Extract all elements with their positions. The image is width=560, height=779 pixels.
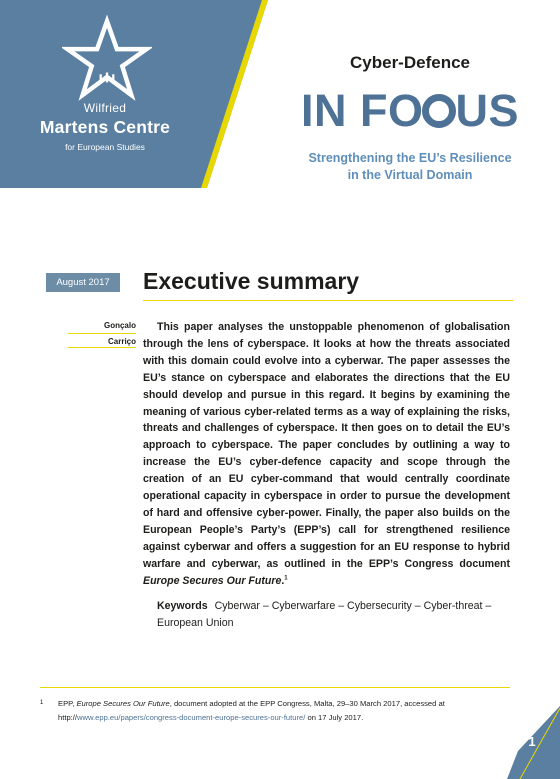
focus-ring-icon bbox=[422, 94, 456, 128]
heading-rule bbox=[143, 300, 513, 301]
series-subtitle-line1: Strengthening the EU’s Resilience bbox=[308, 151, 512, 165]
star-icon bbox=[62, 14, 152, 104]
summary-body: This paper analyses the unstoppable phenomenon of globalisation through the lens of cyberspace. It looks at how the threats associated with this domain could evolve into a cyberwar. The paper assesses the EU’s stance on cyberspace and elaborates the directions that the EU should develop and pursue in this regard. It begins by examining the meaning of various cyber-related terms as a way of explaining the risks, threats and challenges of cyberspace. It then goes on to detail the EU’s approach to cyberspace. The paper concludes by outlining a way to increase the EU’s cyber-defence capacity and scope through the creation of an EU cyber-command that would centrally coordinate operational capacity in cyberspace in order to pursue the development of hard and offensive cyber-power. Finally, the paper also builds on the European People’s Party’s (EPP’s) call for strengthened resilience against cyberwar and offers a suggestion for an EU response to hybrid warfare and cyberwar, as outlined in the EPP’s Congress document bbox=[143, 321, 510, 570]
footnote-rule bbox=[40, 687, 510, 688]
keywords-text: Cyberwar – Cyberwarfare – Cybersecurity – Cyber-threat – European Union bbox=[157, 600, 492, 629]
footnote bbox=[58, 697, 518, 725]
author-rule bbox=[68, 347, 136, 348]
author-last-name: Carriço bbox=[107, 337, 136, 346]
page-number: 1 bbox=[528, 734, 536, 749]
footnote-link[interactable]: www.epp.eu/papers/congress-document-europe-secures-our-future/ bbox=[77, 713, 306, 722]
series-topic: Cyber-Defence bbox=[350, 53, 470, 72]
summary-end: . bbox=[281, 574, 285, 587]
footnote-text: , document adopted at the EPP Congress, Malta, 29–30 March 2017, accessed at http:// bbox=[58, 699, 445, 722]
footnote-suffix: on 17 July 2017. bbox=[305, 713, 364, 722]
series-title-part1: IN FO bbox=[300, 85, 424, 136]
footnote-prefix: EPP, bbox=[58, 699, 77, 708]
logo-name-line1: Wilfried bbox=[83, 101, 127, 115]
footnote-title: Europe Secures Our Future bbox=[76, 699, 170, 708]
section-heading: Executive summary bbox=[143, 268, 360, 294]
author-name bbox=[46, 318, 136, 350]
logo-name-line3: for European Studies bbox=[65, 142, 145, 152]
author-rule bbox=[68, 333, 136, 334]
date-badge: August 2017 bbox=[46, 273, 120, 292]
footnote-number: 1 bbox=[40, 700, 44, 706]
series-subtitle bbox=[290, 150, 530, 184]
keywords-label: Keywords bbox=[157, 600, 208, 612]
executive-summary-text bbox=[143, 319, 510, 590]
series-subtitle-line2: in the Virtual Domain bbox=[347, 168, 473, 182]
summary-doc-title: Europe Secures Our Future bbox=[143, 574, 282, 587]
keywords bbox=[143, 598, 510, 632]
logo-name-line2: Martens Centre bbox=[39, 117, 171, 137]
footnote-reference[interactable]: 1 bbox=[284, 575, 288, 582]
author-first-name: Gonçalo bbox=[103, 321, 136, 330]
organization-logo bbox=[0, 0, 210, 188]
series-title-part2: US bbox=[455, 85, 519, 136]
series-title bbox=[290, 84, 530, 138]
